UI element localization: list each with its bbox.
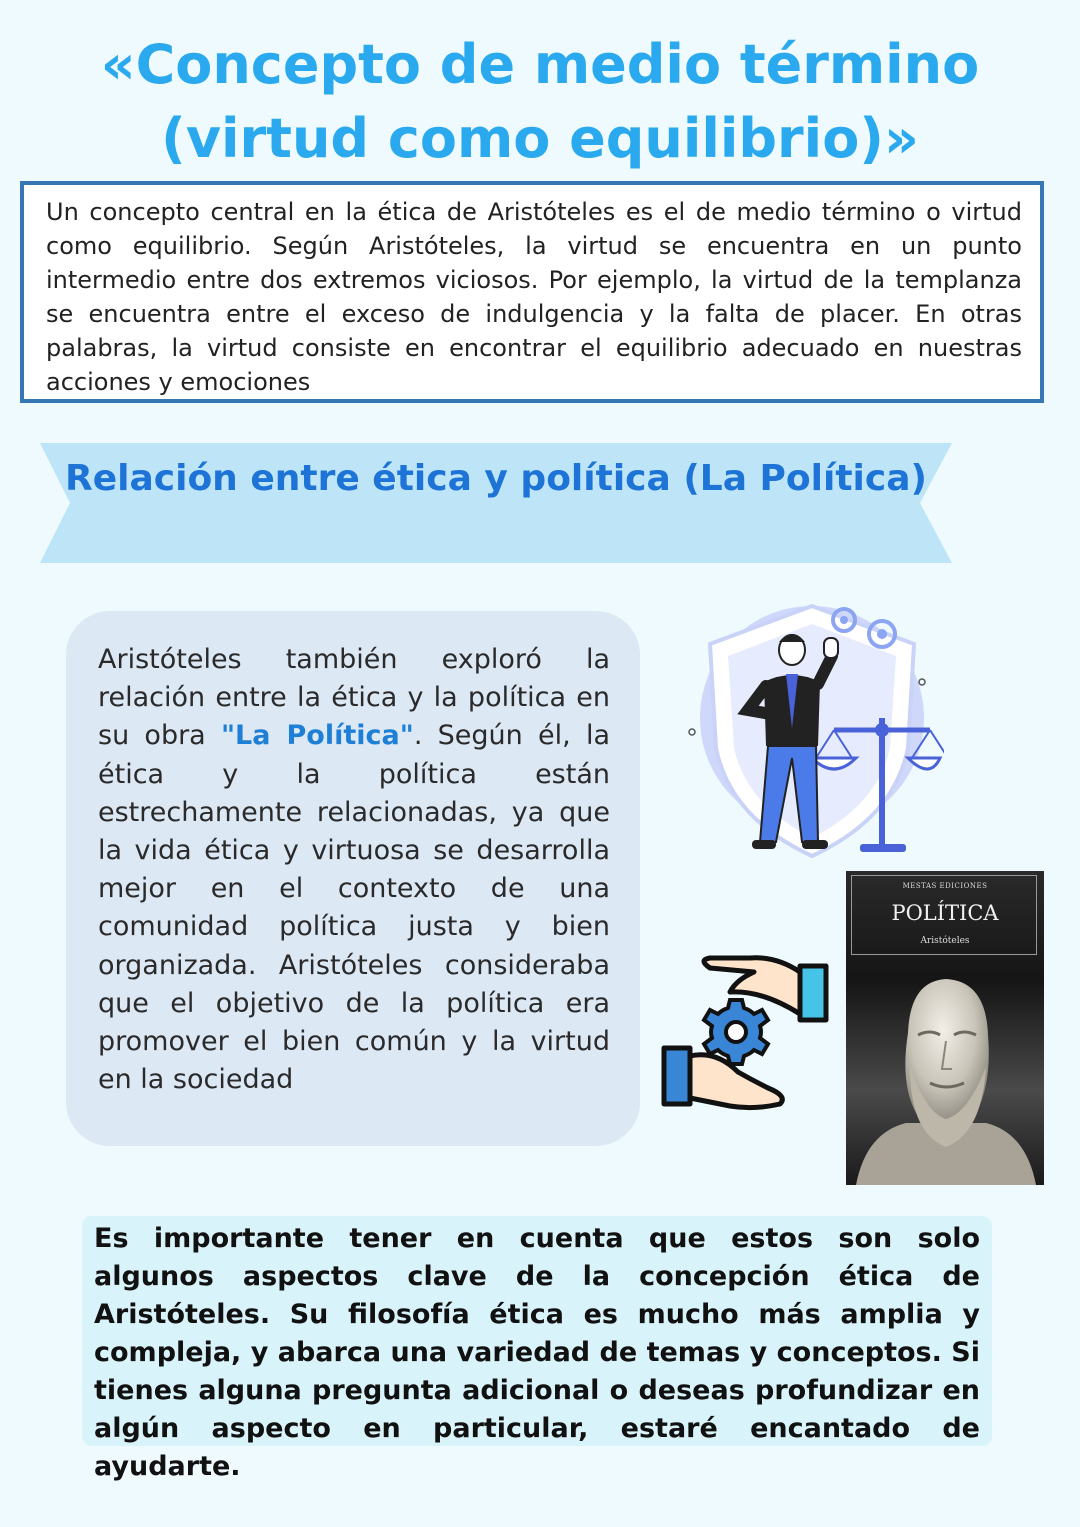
section-title: Relación entre ética y política (La Política) [65, 458, 927, 499]
section-banner [40, 443, 952, 563]
card-text-after: . Según él, la ética y la política están estrechamente relacionadas, ya que la vida ética y virtuosa se desarrolla mejor en el contexto de una comunidad política justa y bien organizada. Aristóteles consideraba que el objetivo de la política era promover el bien común y la virtud en la sociedad [98, 720, 610, 1096]
card-highlight: "La Política" [220, 720, 414, 752]
page-title: «Concepto de medio término (virtud como equilibrio)» [100, 33, 980, 170]
justice-shield-icon [684, 598, 944, 860]
book-publisher: MESTAS EDICIONES [902, 882, 988, 890]
book-cover-politica [846, 871, 1044, 1185]
intro-text: Un concepto central en la ética de Aristóteles es el de medio término o virtud como equilibrio. Según Aristóteles, la virtud se encuentra en un punto intermedio entre dos extremos viciosos. Por ejemplo, la virtud de la templanza se encuentra entre el exceso de indulgencia y la falta de placer. En otras palabras, la virtud consiste en encontrar el equilibrio adecuado en nuestras acciones y emociones [46, 198, 1022, 396]
politics-card [66, 611, 640, 1146]
card-text-before: Aristóteles también exploró la relación entre la ética y la política en su obra [98, 644, 610, 752]
book-title: POLÍTICA [891, 901, 999, 925]
note-text: Es importante tener en cuenta que estos son solo algunos aspectos clave de la concepción ética de Aristóteles. Su filosofía ética es mucho más amplia y compleja, y abarca una variedad de temas y conceptos. Si tienes alguna pregunta adicional o deseas profundizar en algún aspecto en particular, estaré encantado de ayudarte. [94, 1223, 980, 1482]
book-author: Aristóteles [920, 936, 970, 946]
aristotle-bust-icon [846, 963, 1044, 1185]
closing-note [82, 1216, 992, 1482]
hands-gear-icon [658, 946, 832, 1120]
intro-box [20, 181, 1044, 403]
